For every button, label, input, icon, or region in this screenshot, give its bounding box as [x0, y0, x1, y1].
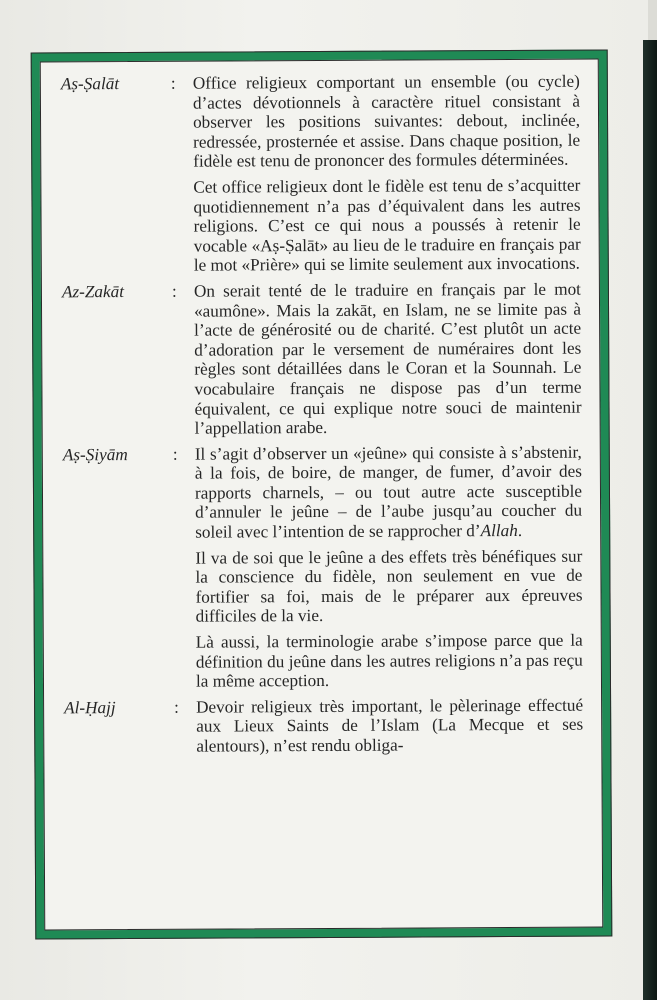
book-cover-edge [643, 40, 657, 1000]
glossary-entry-zakat [62, 280, 582, 439]
definition [193, 72, 581, 276]
term: Aṣ-Ṣiyām [62, 444, 128, 465]
separator: : [170, 73, 176, 93]
glossary-entry-hajj [64, 695, 583, 756]
separator: : [174, 697, 179, 717]
paragraph: Cet office religieux dont le fidèle est tenu de s’acquitter quotidiennement n’a pas d’équivalent dans les autres religions. C’est ce qui nous a poussés à retenir le vocable «Aṣ-Ṣalāt» au lieu de le traduire en français par le mot «Prière» qui se limite seulement aux invocations. [193, 175, 581, 276]
separator: : [172, 444, 178, 464]
paragraph: Devoir religieux très important, le pèlerinage effectué aux Lieux Saints de l’Islam (La Mecque et ses alentours), n’est rendu obliga- [196, 695, 584, 756]
glossary-entry-salat [61, 72, 581, 277]
definition [195, 442, 583, 691]
emphasis: Allah [480, 521, 518, 541]
definition [196, 695, 583, 756]
text-panel [40, 59, 604, 931]
glossary-entry-siyam [63, 442, 583, 692]
definition [194, 280, 582, 439]
paragraph: Là aussi, la terminologie arabe s’impose parce que la définition du jeûne dans les autres religions n’a pas reçu la même acception. [195, 630, 583, 691]
separator: : [171, 281, 177, 301]
paragraph: Office religieux comportant un ensemble (ou cycle) d’actes dévotionnels à caractère rituel consistant à observer les positions suivantes: debout, inclinée, redressée, prosternée et assise. Dans chaque position, le fidèle est tenu de prononcer des formules déterminées. [192, 71, 581, 172]
term: Az-Zakāt [61, 281, 125, 302]
green-border-frame [31, 49, 613, 939]
paragraph: Il va de soi que le jeûne a des effets très bénéfiques sur la conscience du fidèle, non seulement en vue de fortifier sa foi, mais de le préparer aux épreuves difficiles de la vie. [195, 546, 583, 627]
term: Aṣ-Ṣalāt [60, 74, 120, 94]
glossary [61, 72, 584, 920]
text: . [517, 521, 523, 541]
text: Il s’agit d’observer un «jeûne» qui consiste à s’abstenir, à la fois, de boire, de manger, de fumer, d’avoir des rapports charnels, – ou tout autre acte susceptible d’annuler le jeûne – de l’aube jusqu’au coucher du soleil avec l’intention de se rapprocher d’ [194, 442, 583, 542]
paragraph [195, 442, 583, 542]
term: Al-Ḥajj [64, 697, 116, 718]
paragraph: On serait tenté de le traduire en français par le mot «aumône». Mais la zakāt, en Islam, ne se limite pas à l’acte de générosité ou de charité. C’est plutôt un acte d’adoration par le versement de numéraires dont les règles sont détaillées dans le Coran et la Sounnah. Le vocabulaire français ne dispose pas d’un terme équivalent, ce qui explique notre souci de maintenir l’appellation arabe. [193, 279, 582, 438]
